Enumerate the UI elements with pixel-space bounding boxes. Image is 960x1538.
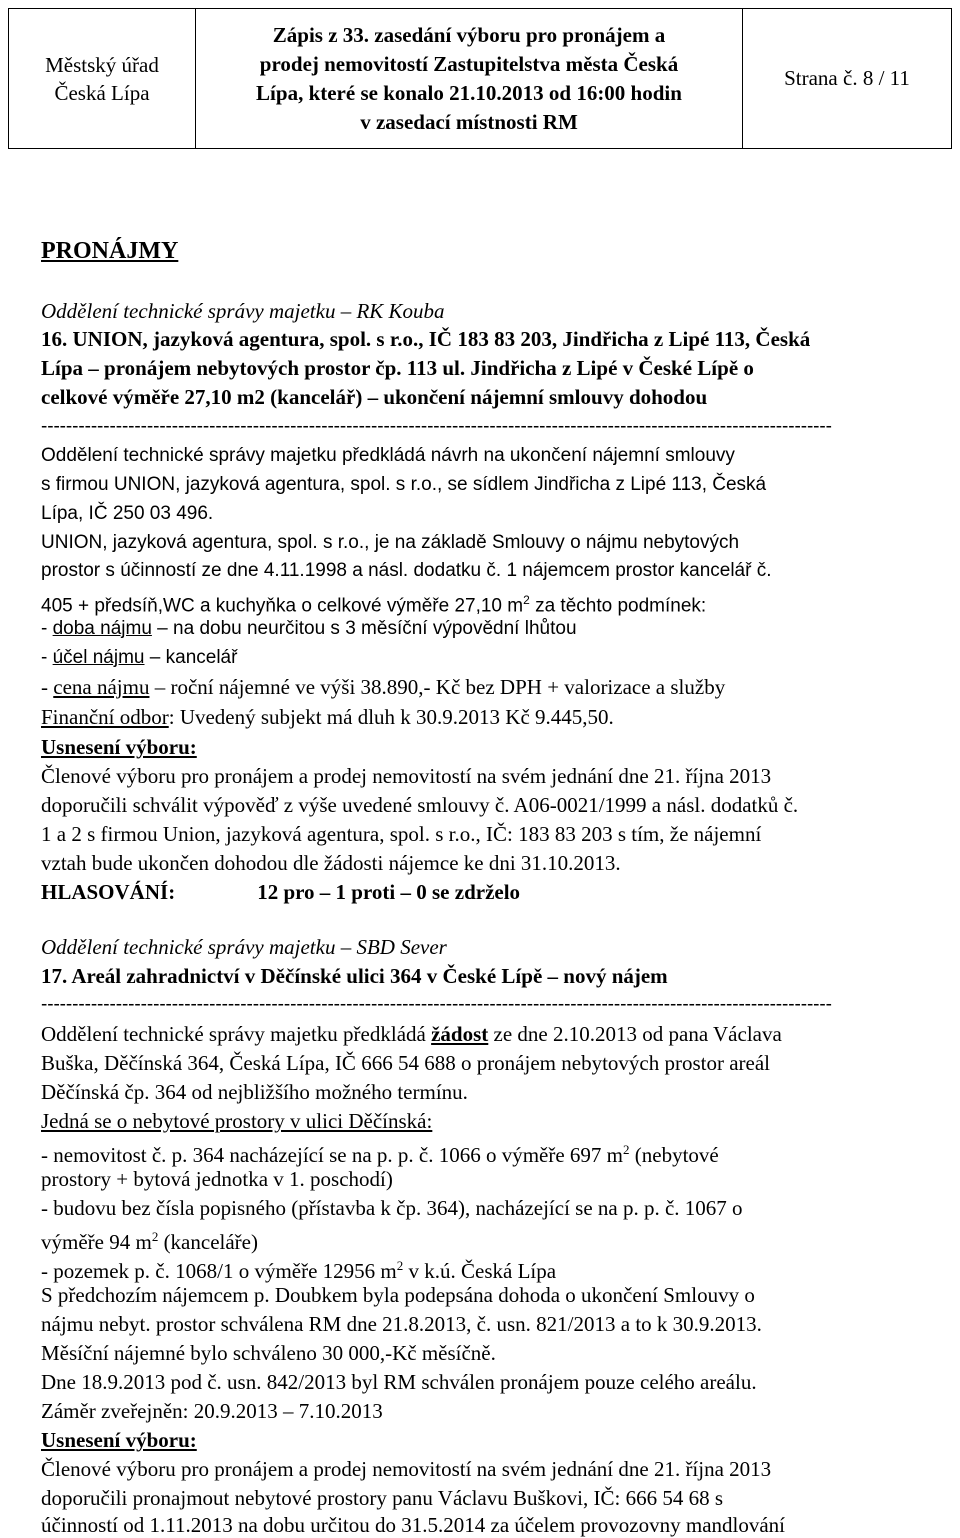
finance-note: Finanční odbor: Uvedený subjekt má dluh k 30.9.2013 Kč 9.445,50. [41, 705, 614, 729]
page-header [8, 8, 952, 149]
resolution-text: doporučili schválit výpověď z výše uvedené smlouvy č. A06-0021/1999 a násl. dodatků č. [41, 793, 799, 817]
item-17-text: Děčínská čp. 364 od nejbližšího možného termínu. [41, 1080, 468, 1104]
item-17-text: Oddělení technické správy majetku předkládá žádost ze dne 2.10.2013 od pana Václava [41, 1022, 782, 1046]
resolution-label: Usnesení výboru: [41, 735, 197, 759]
item-16-text: Lípa, IČ 250 03 496. [41, 503, 214, 524]
page-number: Strana č. 8 / 11 [784, 66, 910, 90]
resolution-text: Členové výboru pro pronájem a prodej nemovitostí na svém jednání dne 21. října 2013 [41, 1457, 772, 1481]
item-16-text: 405 + předsíň,WC a kuchyňka o celkové výměře 27,10 $m^2$ za těchto podmínek: [41, 593, 707, 617]
item-17-text: Dne 18.9.2013 pod č. usn. 842/2013 byl RM schválen pronájem pouze celého areálu. [41, 1370, 757, 1394]
resolution-text: vztah bude ukončen dohodou dle žádosti nájemce ke dni 31.10.2013. [41, 851, 621, 875]
item-17-text: - budovu bez čísla popisného (přístavba k čp. 364), nacházející se na p. p. č. 1067 o [41, 1196, 743, 1220]
resolution-label: Usnesení výboru: [41, 1428, 197, 1452]
vote-result: HLASOVÁNÍ: 12 pro – 1 proti – 0 se zdrželo [41, 880, 521, 904]
resolution-text: Členové výboru pro pronájem a prodej nemovitostí na svém jednání dne 21. října 2013 [41, 764, 772, 788]
separator-line: ------------------------------------------------------------------------------------------------------------------------------- [41, 416, 832, 437]
item-16-text: UNION, jazyková agentura, spol. s r.o., je na základě Smlouvy o nájmu nebytových [41, 532, 740, 553]
item-17-heading: 17. Areál zahradnictví v Děčínské ulici 364 v České Lípě – nový nájem [41, 964, 668, 988]
office-line-1: Městský úřad [45, 52, 159, 77]
document-title [196, 9, 743, 148]
item-17-text: nájmu nebyt. prostor schválena RM dne 21.8.2013, č. usn. 821/2013 a to k 30.9.2013. [41, 1312, 762, 1336]
section-title: PRONÁJMY [41, 238, 179, 264]
item-16-text: Oddělení technické správy majetku předkládá návrh na ukončení nájemní smlouvy [41, 445, 735, 466]
condition-purpose: - účel nájmu – kancelář [41, 647, 238, 668]
item-17-text: prostory + bytová jednotka v 1. poschodí) [41, 1167, 393, 1191]
office-line-2: Česká Lípa [54, 80, 150, 105]
title-line-2: prodej nemovitostí Zastupitelstva města Česká [259, 51, 679, 76]
condition-duration: - doba nájmu – na dobu neurčitou s 3 měsíční výpovědní lhůtou [41, 618, 577, 639]
department-heading: Oddělení technické správy majetku – RK Kouba [41, 299, 445, 323]
item-16-heading-line-1: 16. UNION, jazyková agentura, spol. s r.o., IČ 183 83 203, Jindřicha z Lipé 113, Česká [41, 327, 811, 351]
item-16-text: prostor s účinností ze dne 4.11.1998 a násl. dodatku č. 1 nájemcem prostor kancelář č. [41, 560, 772, 581]
item-16-heading-line-2: Lípa – pronájem nebytových prostor čp. 113 ul. Jindřicha z Lipé v České Lípě o [41, 356, 754, 380]
item-16-heading-line-3: celkové výměře 27,10 m2 (kancelář) – ukončení nájemní smlouvy dohodou [41, 385, 708, 409]
item-17-text: Měsíční nájemné bylo schváleno 30 000,-Kč měsíčně. [41, 1341, 496, 1365]
resolution-text: účinností od 1.11.2013 na dobu určitou do 31.5.2014 za účelem provozovny mandlování [41, 1513, 786, 1537]
resolution-text: 1 a 2 s firmou Union, jazyková agentura, spol. s r.o., IČ: 183 83 203 s tím, že nájemní [41, 822, 762, 846]
title-line-3: Lípa, které se konalo 21.10.2013 od 16:00 hodin [256, 80, 682, 105]
item-17-text: výměře 94 $m^2$ (kanceláře) [41, 1229, 258, 1254]
item-17-text: - pozemek p. č. 1068/1 o výměře 12956 $m^2$ v k.ú. Česká Lípa [41, 1258, 557, 1283]
separator-line: ------------------------------------------------------------------------------------------------------------------------------- [41, 994, 832, 1015]
item-17-subheading: Jedná se o nebytové prostory v ulici Děčínská: [41, 1109, 433, 1133]
office-name [9, 9, 196, 148]
item-17-text: Záměr zveřejněn: 20.9.2013 – 7.10.2013 [41, 1399, 383, 1423]
department-heading: Oddělení technické správy majetku – SBD Sever [41, 935, 447, 959]
title-line-1: Zápis z 33. zasedání výboru pro pronájem a [272, 22, 666, 47]
resolution-text: doporučili pronajmout nebytové prostory panu Václavu Buškovi, IČ: 666 54 68 s [41, 1486, 724, 1510]
item-16-text: s firmou UNION, jazyková agentura, spol. s r.o., se sídlem Jindřicha z Lipé 113, Česká [41, 474, 767, 495]
item-17-text: S předchozím nájemcem p. Doubkem byla podepsána dohoda o ukončení Smlouvy o [41, 1283, 755, 1307]
item-17-text: Buška, Děčínská 364, Česká Lípa, IČ 666 54 688 o pronájem nebytových prostor areál [41, 1051, 771, 1075]
condition-price: - cena nájmu – roční nájemné ve výši 38.890,- Kč bez DPH + valorizace a služby [41, 675, 726, 699]
title-line-4: v zasedací místnosti RM [360, 109, 578, 134]
item-17-text: - nemovitost č. p. 364 nacházející se na p. p. č. 1066 o výměře 697 $m^2$ (nebytové [41, 1142, 719, 1167]
